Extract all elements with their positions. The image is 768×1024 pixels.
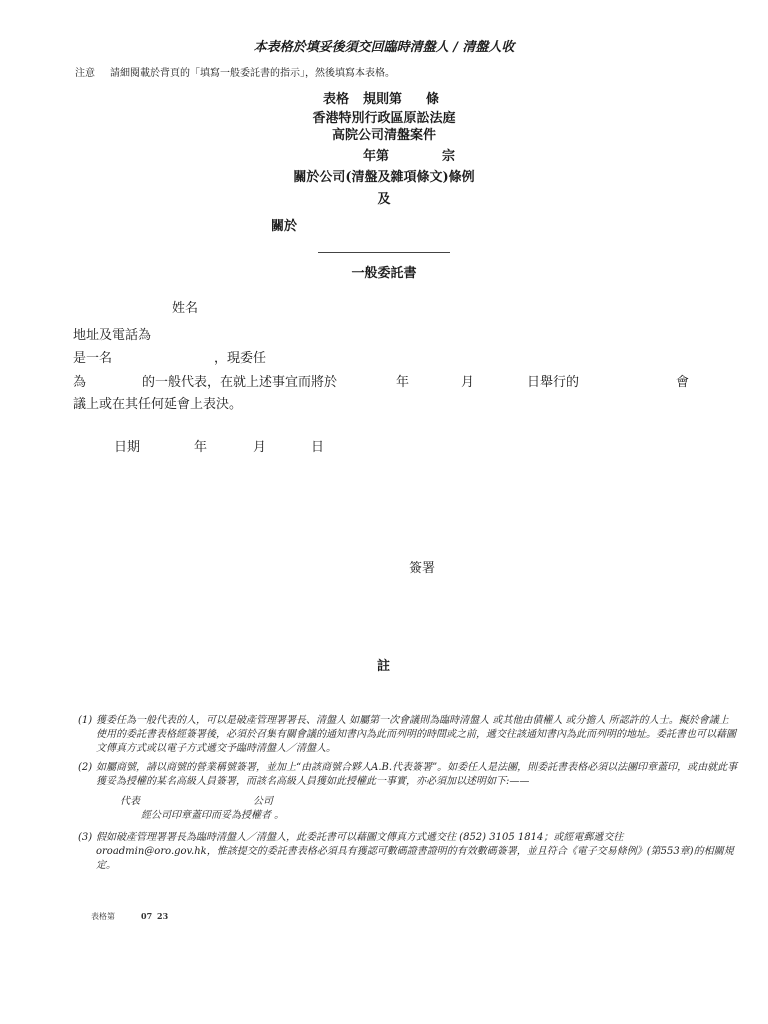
form-title: 一般委託書 — [351, 266, 417, 281]
case-year-label: 年第 — [363, 149, 390, 164]
is-a-label: 是一名 — [73, 351, 113, 366]
meeting-month-label: 月 — [461, 375, 475, 390]
and-label: 及 — [377, 192, 391, 207]
for-label: 為 — [73, 375, 87, 390]
note-label: 注意 — [75, 68, 95, 79]
date-year-label: 年 — [194, 440, 208, 455]
header-divider — [318, 252, 450, 253]
case-type: 高院公司清盤案件 — [331, 128, 436, 143]
rep-label: 代表 — [120, 796, 140, 807]
case-number-line — [0, 145, 768, 163]
appoint-label: ，現委任 — [214, 351, 267, 366]
rule-label: 規則第 — [363, 92, 403, 107]
date-day-label: 日 — [311, 440, 325, 455]
note-item-1 — [78, 714, 738, 756]
note-number: (3) — [78, 832, 93, 843]
signature-label: 簽署 — [409, 561, 436, 576]
note-item-2 — [78, 761, 738, 789]
note-number: (2) — [78, 762, 93, 773]
meeting-year-label: 年 — [396, 375, 410, 390]
note-text: 請細閱載於背頁的「填寫一般委託書的指示」，然後填寫本表格。 — [110, 68, 395, 79]
meeting-continuation: 議上或在其任何延會上表決。 — [73, 397, 243, 412]
note-text: 如屬商號，請以商號的營業稱號簽署，並加上“由該商號合夥人A.B.代表簽署”。如委任人是法團，則委託書表格必須以法團印章蓋印，或由就此事獲妥為授權的某名高級人員簽署，而該名高級人員獲如此授權此一事實，亦必須加以述明如下:—— — [96, 762, 738, 787]
footer-form-version: 23 — [157, 911, 169, 921]
form-label: 表格 — [323, 92, 350, 107]
form-rule-line — [0, 88, 768, 106]
clause-label: 條 — [426, 92, 440, 107]
day-held-label: 日舉行的 — [527, 375, 580, 390]
court-name: 香港特別行政區原訟法庭 — [312, 111, 456, 126]
notes-heading: 註 — [377, 659, 391, 674]
note-text: 假如破產管理署署長為臨時清盤人／清盤人，此委託書可以藉圖文傳真方式遞交往 (852) 3105 1814；或經電郵遞交往 oroadmin@oro.gov.hk，惟該提交的委託書表格必須具有獲認可數碼證書證明的有效數碼簽署，並且符合《電子交易條例》(第553章)的相關規定。 — [96, 832, 734, 871]
ordinance-title: 關於公司(清盤及雜項條文)條例 — [293, 170, 475, 185]
footer-form-number: 07 — [141, 911, 153, 921]
note-line — [0, 64, 768, 78]
date-label: 日期 — [114, 440, 141, 455]
note-text: 獲委任為一般代表的人，可以是破產管理署署長、清盤人 如屬第一次會議則為臨時清盤人 或其他由債權人 或分擔人 所認許的人士。擬於會議上使用的委託書表格經簽署後，必須於召集有關會議的通知書內為此而列明的時間或之前，遞交往該通知書內為此而列明的地址。委託書也可以藉圖文傳真方式或以電子方式遞交予臨時清盤人／清盤人。 — [96, 715, 736, 754]
name-label: 姓名 — [172, 301, 199, 316]
note-number: (1) — [78, 715, 93, 726]
meeting-label: 會 — [676, 375, 690, 390]
footer-form-label: 表格第 — [91, 912, 115, 921]
case-suffix-label: 宗 — [442, 149, 456, 164]
regarding-label: 關於 — [271, 219, 298, 234]
note-item-3 — [78, 831, 738, 873]
general-rep-label: 的一般代表，在就上述事宜而將於 — [142, 375, 338, 390]
address-label: 地址及電話為 — [73, 328, 152, 343]
sealed-label: 經公司印章蓋印而妥為授權者 。 — [141, 810, 285, 821]
top-notice: 本表格於填妥後須交回臨時清盤人 / 清盤人收 — [253, 40, 515, 55]
date-month-label: 月 — [253, 440, 267, 455]
company-label: 公司 — [253, 796, 273, 807]
